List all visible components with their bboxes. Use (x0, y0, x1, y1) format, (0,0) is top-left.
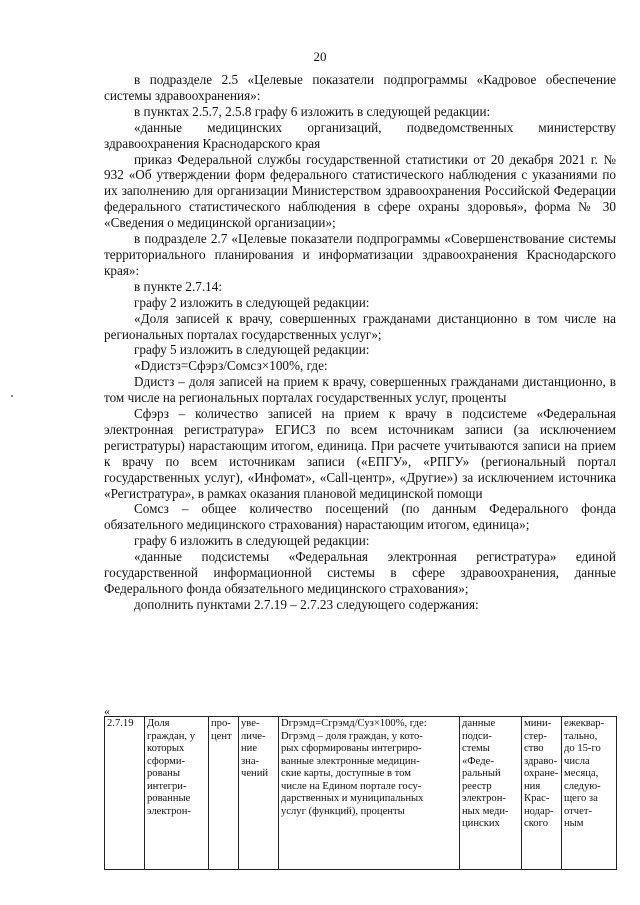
page-number: 20 (313, 49, 327, 64)
document-body (104, 72, 616, 613)
table-cell-direction: уве- личе- ние зна- чений (239, 717, 279, 870)
indicator-table (104, 716, 617, 870)
table-cell-source: данные подси- стемы «Феде- ральный реестр электрон- ных меди- цинских (460, 717, 522, 870)
paragraph: «данные подсистемы «Федеральная электронная регистратура» единой государственной информационной системы в сфере здравоохранения, данные Федерального фонда обязательного медицинского страхования»; (104, 549, 616, 596)
table-cell-responsible: мини- стер- ство здраво- охране- ния Крас- нодар- ского (522, 717, 562, 870)
formula-line: «Dдистз=Сфэрз/Сомсз×100%, где: (134, 358, 328, 374)
table-row (105, 717, 617, 870)
paragraph: графу 2 изложить в следующей редакции: (134, 294, 370, 310)
paragraph: графу 5 изложить в следующей редакции: (134, 342, 370, 358)
scan-dot (11, 395, 13, 397)
paragraph: Сфэрз – количество записей на прием к врачу в подсистеме «Федеральная электронная регистратура» ЕГИСЗ по всем источникам записи (за исключением регистратуры) нарастающим итогом, единица. При расчете учитываются записи на прием к врачу по всем источникам записи («ЕПГУ», «РПГУ» (региональный портал государственных услуг), «Инфомат», «Call-центр», «Другие») за исключением источника «Регистратура», в рамках оказания плановой медицинской помощи (104, 406, 616, 501)
paragraph: в пунктах 2.5.7, 2.5.8 графу 6 изложить в следующей редакции: (134, 103, 491, 119)
paragraph: Dдистз – доля записей на прием к врачу, совершенных гражданами дистанционно, в том числе на региональных порталах государственных услуг, проценты (104, 374, 616, 406)
table-cell-number: 2.7.19 (105, 717, 145, 870)
table-cell-method: Dгрэмд=Сгрэмд/Суз×100%, где: Dгрэмд – доля граждан, у кото- рых сформированы интегриро- ванные электронные медицин- ские карты, доступные в том числе на Едином портале госу- дарственных и муниципальных услуг (функций), проценты (279, 717, 460, 870)
paragraph: графу 6 изложить в следующей редакции: (134, 533, 370, 549)
paragraph: Сомсз – общее количество посещений (по данным Федерального фонда обязательного медицинского страхования) нарастающим итогом, единица»; (104, 501, 616, 533)
paragraph: «данные медицинских организаций, подведомственных министерству здравоохранения Краснодарского края (104, 119, 616, 151)
table-cell-period: ежеквар- тально, до 15-го числа месяца, следую- щего за отчет- ным (562, 717, 617, 870)
paragraph: в пункте 2.7.14: (134, 278, 223, 294)
paragraph: приказ Федеральной службы государственной статистики от 20 декабря 2021 г. № 932 «Об утверждении форм федерального статистического наблюдения с указаниями по их заполнению для организации Министерством здравоохранения Российской Федерации федерального статистического наблюдения в сфере охраны здоровья», форма № 30 «Сведения о медицинской организации»; (104, 151, 616, 231)
table-cell-unit: про- цент (209, 717, 239, 870)
paragraph: «Доля записей к врачу, совершенных гражданами дистанционно в том числе на региональных порталах государственных услуг»; (104, 310, 616, 342)
paragraph: в подразделе 2.7 «Целевые показатели подпрограммы «Совершенствование системы территориального планирования и информатизации здравоохранения Краснодарского края»: (104, 231, 616, 278)
quote-mark: « (104, 704, 110, 718)
paragraph: в подразделе 2.5 «Целевые показатели подпрограммы «Кадровое обеспечение системы здравоохранения»: (104, 72, 616, 103)
paragraph: дополнить пунктами 2.7.19 – 2.7.23 следующего содержания: (134, 596, 479, 612)
table-cell-indicator: Доля граждан, у которых сформи- рованы интегри- рованные электрон- (145, 717, 209, 870)
